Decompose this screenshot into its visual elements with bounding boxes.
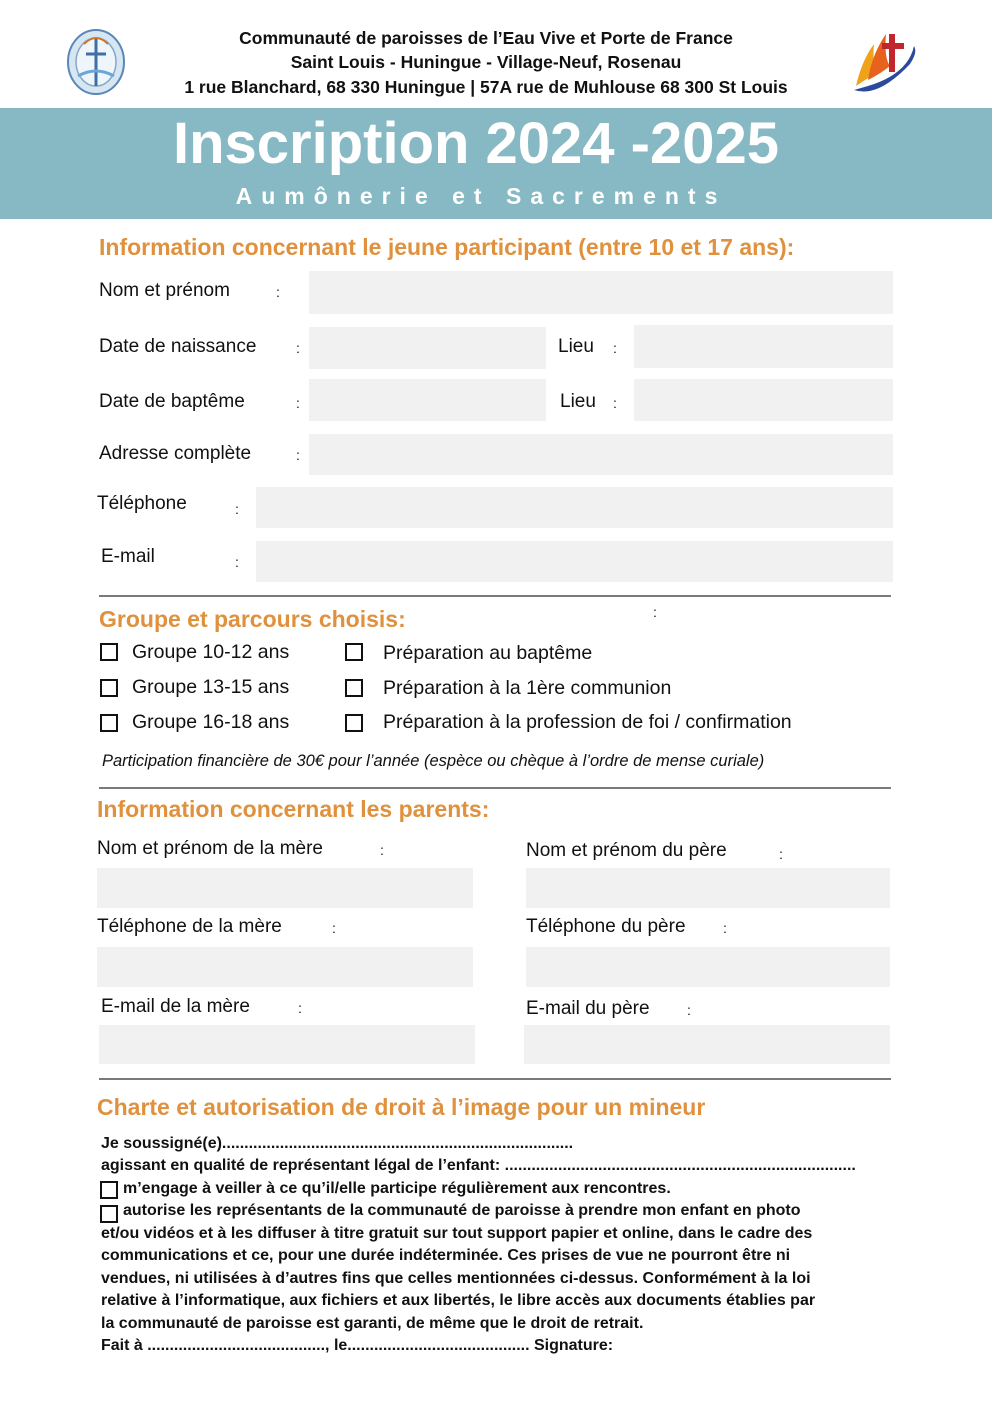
participant-name-field[interactable] bbox=[309, 271, 893, 314]
phone-label: Téléphone bbox=[97, 493, 187, 514]
group-16-18-label: Groupe 16-18 ans bbox=[132, 711, 290, 733]
page-subtitle: Aumônerie et Sacrements bbox=[235, 183, 727, 209]
charter-authorize-3: communications et ce, pour une durée indéterminée. Ces prises de vue ne pourront être ni bbox=[101, 1247, 791, 1264]
email-colon: : bbox=[235, 554, 239, 570]
baptism-date-colon: : bbox=[296, 395, 300, 411]
mother-phone-colon: : bbox=[332, 920, 336, 936]
charter-authorize-6: la communauté de paroisse est garanti, de même que le droit de retrait. bbox=[101, 1315, 644, 1332]
charter-authorize-2: et/ou vidéos et à les diffuser à titre gratuit sur tout support papier et online, dans le cadre des bbox=[101, 1225, 813, 1242]
baptism-place-field[interactable] bbox=[634, 379, 893, 421]
charter-authorize-1: autorise les représentants de la communauté de paroisse à prendre mon enfant en photo bbox=[123, 1202, 801, 1219]
divider bbox=[99, 1078, 891, 1080]
birth-place-field[interactable] bbox=[634, 325, 893, 368]
charter-authorize-4: vendues, ni utilisées à d’autres fins que celles mentionnées ci-dessus. Conformément à la loi bbox=[101, 1270, 811, 1287]
baptism-date-label: Date de baptême bbox=[99, 391, 245, 412]
header-line-3: 1 rue Blanchard, 68 330 Huningue | 57A rue de Muhlouse 68 300 St Louis bbox=[184, 77, 788, 97]
baptism-place-colon: : bbox=[613, 395, 617, 411]
groups-heading: Groupe et parcours choisis: bbox=[99, 606, 406, 632]
father-name-field[interactable] bbox=[526, 868, 890, 908]
baptism-prep-label: Préparation au baptême bbox=[383, 642, 593, 664]
charter-undersigned: Je soussigné(e)............................................................................... bbox=[101, 1135, 574, 1152]
group-10-12-label: Groupe 10-12 ans bbox=[132, 641, 290, 663]
header-line-1: Communauté de paroisses de l’Eau Vive et Porte de France bbox=[239, 28, 733, 48]
name-label: Nom et prénom bbox=[99, 280, 230, 301]
birth-date-colon: : bbox=[296, 340, 300, 356]
mother-email-colon: : bbox=[298, 1000, 302, 1016]
mother-phone-label: Téléphone de la mère bbox=[97, 916, 282, 937]
divider bbox=[99, 787, 891, 789]
email-label: E-mail bbox=[101, 546, 155, 567]
birth-place-label: Lieu bbox=[558, 336, 594, 357]
confirmation-label: Préparation à la profession de foi / confirmation bbox=[383, 711, 792, 733]
father-email-colon: : bbox=[687, 1002, 691, 1018]
father-name-label: Nom et prénom du père bbox=[526, 840, 727, 861]
phone-colon: : bbox=[235, 501, 239, 517]
page-title: Inscription 2024 -2025 bbox=[172, 111, 780, 176]
baptism-place-label: Lieu bbox=[560, 391, 596, 412]
baptism-prep-checkbox[interactable] bbox=[345, 643, 363, 661]
mother-name-colon: : bbox=[380, 842, 384, 858]
divider bbox=[99, 595, 891, 597]
phone-field[interactable] bbox=[256, 487, 893, 528]
email-field[interactable] bbox=[256, 541, 893, 582]
baptism-date-field[interactable] bbox=[309, 379, 546, 421]
mother-name-field[interactable] bbox=[97, 868, 473, 908]
group-13-15-label: Groupe 13-15 ans bbox=[132, 676, 290, 698]
first-communion-checkbox[interactable] bbox=[345, 679, 363, 697]
stray-colon: : bbox=[653, 604, 657, 620]
charter-signoff: Fait à ........................................, le......................................... Signature: bbox=[101, 1337, 614, 1354]
mother-email-label: E-mail de la mère bbox=[101, 996, 250, 1017]
commit-checkbox[interactable] bbox=[100, 1181, 118, 1199]
image-rights-checkbox[interactable] bbox=[100, 1205, 118, 1223]
mother-phone-field[interactable] bbox=[97, 947, 473, 987]
header-line-2: Saint Louis - Huningue - Village-Neuf, Rosenau bbox=[290, 52, 682, 72]
group-10-12-checkbox[interactable] bbox=[100, 643, 118, 661]
father-phone-colon: : bbox=[723, 920, 727, 936]
charter-legal-rep: agissant en qualité de représentant légal de l’enfant: ............................................................................... bbox=[101, 1157, 856, 1174]
charter-heading: Charte et autorisation de droit à l’image pour un mineur bbox=[97, 1094, 706, 1120]
father-email-field[interactable] bbox=[524, 1025, 890, 1064]
charter-authorize-5: relative à l’informatique, aux fichiers et aux libertés, le libre accès aux documents établies par bbox=[101, 1292, 816, 1309]
charter-commit: m’engage à veiller à ce qu’il/elle participe régulièrement aux rencontres. bbox=[123, 1180, 671, 1197]
fee-note: Participation financière de 30€ pour l’année (espèce ou chèque à l’ordre de mense curiale) bbox=[102, 752, 765, 770]
birth-date-label: Date de naissance bbox=[99, 336, 257, 357]
mother-name-label: Nom et prénom de la mère bbox=[97, 838, 323, 859]
group-16-18-checkbox[interactable] bbox=[100, 714, 118, 732]
mother-email-field[interactable] bbox=[99, 1025, 475, 1064]
birth-place-colon: : bbox=[613, 340, 617, 356]
father-phone-label: Téléphone du père bbox=[526, 916, 686, 937]
first-communion-label: Préparation à la 1ère communion bbox=[383, 677, 672, 699]
birth-date-field[interactable] bbox=[309, 327, 546, 369]
father-name-colon: : bbox=[779, 846, 783, 862]
father-email-label: E-mail du père bbox=[526, 998, 650, 1019]
address-field[interactable] bbox=[309, 434, 893, 475]
parents-heading: Information concernant les parents: bbox=[97, 796, 490, 822]
name-colon: : bbox=[276, 284, 280, 300]
father-phone-field[interactable] bbox=[526, 947, 890, 987]
cross-flame-logo-icon bbox=[848, 24, 920, 98]
address-colon: : bbox=[296, 447, 300, 463]
group-13-15-checkbox[interactable] bbox=[100, 679, 118, 697]
confirmation-checkbox[interactable] bbox=[345, 714, 363, 732]
participant-heading: Information concernant le jeune participant (entre 10 et 17 ans): bbox=[99, 234, 795, 260]
parish-logo-icon bbox=[62, 24, 130, 100]
address-label: Adresse complète bbox=[99, 443, 252, 464]
